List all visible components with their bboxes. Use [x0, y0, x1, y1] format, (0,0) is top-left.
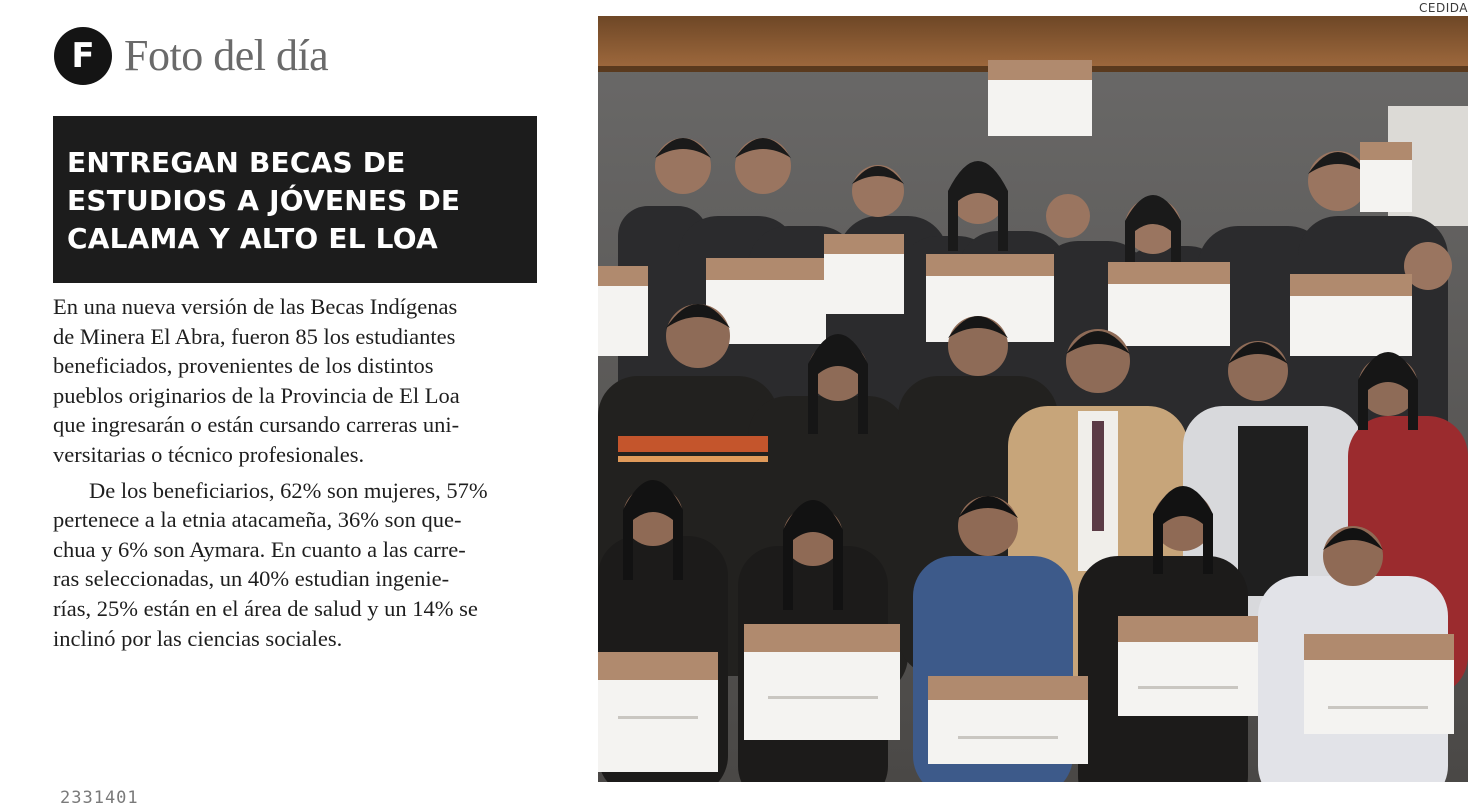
body-line: chua y 6% son Aymara. En cuanto a las carre- [53, 536, 466, 562]
headline-line-3: CALAMA Y ALTO EL LOA [67, 222, 438, 255]
paragraph-1 [53, 292, 537, 470]
body-line: rías, 25% están en el área de salud y un 14% se [53, 595, 478, 621]
body-line: ras seleccionadas, un 40% estudian ingenie- [53, 566, 450, 592]
body-line: De los beneficiarios, 62% son mujeres, 57% [89, 477, 488, 503]
article-body [53, 292, 537, 653]
section-header [54, 26, 328, 86]
section-badge: F [54, 27, 112, 85]
headline-line-1: ENTREGAN BECAS DE [67, 146, 406, 179]
body-line: pertenece a la etnia atacameña, 36% son que- [53, 507, 462, 533]
group-photo-illustration [598, 16, 1468, 782]
body-line: pueblos originarios de la Provincia de El Loa [53, 382, 460, 408]
body-line: En una nueva versión de las Becas Indígenas [53, 294, 458, 319]
body-line: de Minera El Abra, fueron 85 los estudiantes [53, 323, 456, 349]
headline-box [53, 116, 537, 283]
certificate-top [988, 60, 1092, 136]
body-line: inclinó por las ciencias sociales. [53, 625, 343, 651]
body-line: versitarias o técnico profesionales. [53, 441, 365, 467]
paragraph-2 [53, 476, 537, 654]
photo-credit: CEDIDA [1419, 1, 1468, 15]
body-line: que ingresarán o están cursando carreras uni- [53, 412, 460, 438]
section-title: Foto del día [124, 31, 329, 80]
group-photo [598, 16, 1468, 782]
headline-line-2: ESTUDIOS A JÓVENES DE [67, 184, 461, 217]
clipping-id: 2331401 [60, 788, 139, 808]
sweater-pattern [618, 436, 768, 462]
body-line: beneficiados, provenientes de los distintos [53, 353, 434, 379]
